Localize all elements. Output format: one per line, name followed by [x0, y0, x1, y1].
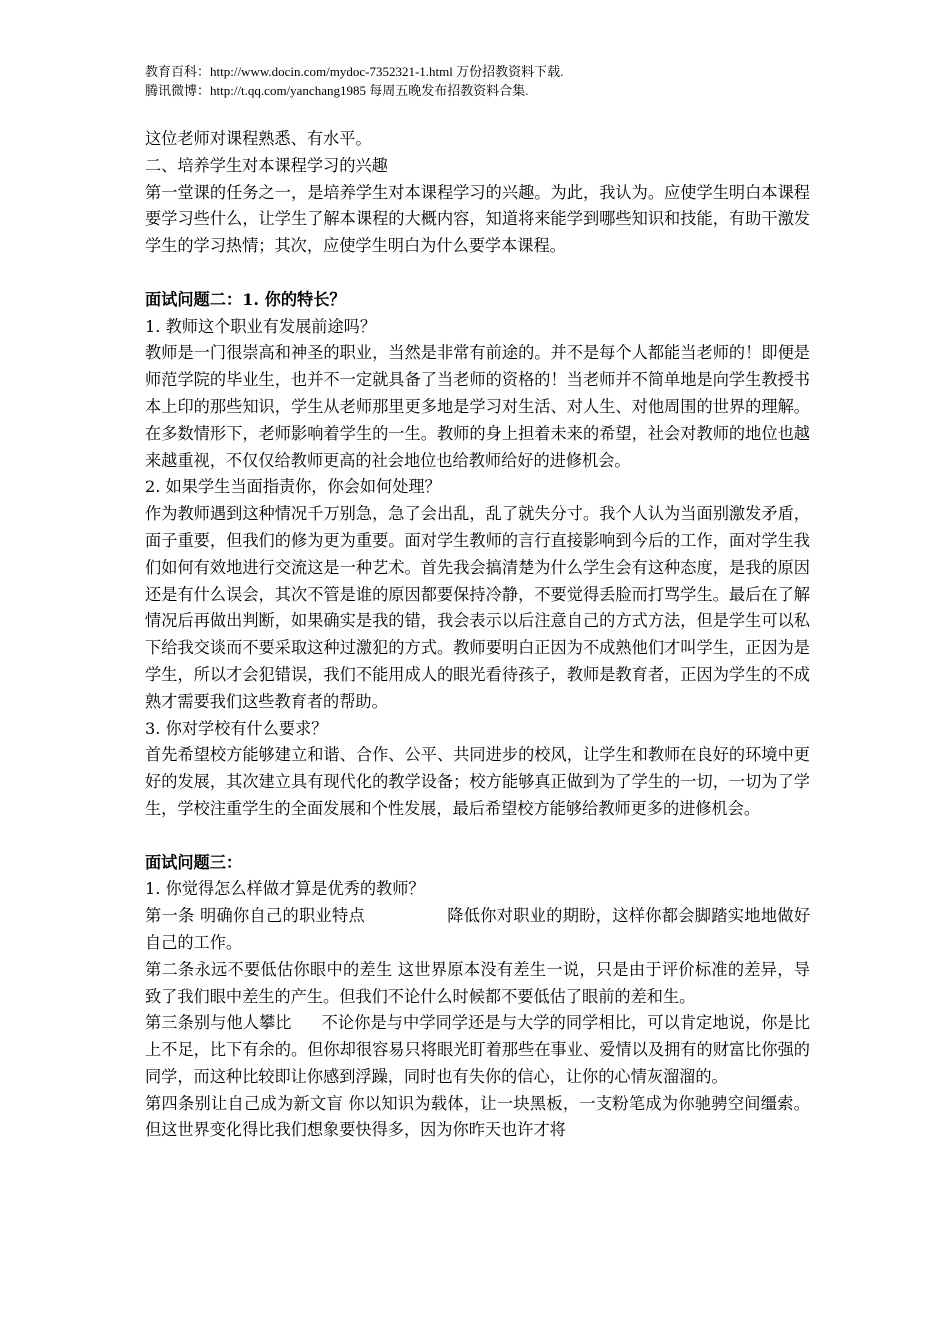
- document-body: [145, 126, 810, 1144]
- rule-title: 第一条 明确你自己的职业特点: [145, 906, 365, 926]
- interview-question-heading-3: 面试问题三：: [145, 852, 243, 872]
- question: 3. 你对学校有什么要求？: [145, 718, 328, 738]
- interview-question-heading-2: 面试问题二：1. 你的特长？: [145, 289, 346, 309]
- paragraph: 这位老师对课程熟悉、有水平。: [145, 129, 372, 148]
- rule-title: 第三条别与他人攀比: [145, 1013, 292, 1033]
- rule-item: [145, 903, 810, 957]
- answer: 作为教师遇到这种情况千万别急，急了会出乱，乱了就失分寸。我个人认为当面别激发矛盾，面子重要，但我们的修为更为重要。面对学生教师的言行直接影响到今后的工作，面对学生我们如何有效地进行交流这是一种艺术。首先我会搞清楚为什么学生会有这种态度，是我的原因还是有什么误会，其次不管是谁的原因都要保持冷静，不要觉得丢脸而打骂学生。最后在了解情况后再做出判断，如果确实是我的错，我会表示以后注意自己的方式方法，但是学生可以私下给我交谈而不要采取这种过激犯的方式。教师要明白正因为不成熟他们才叫学生，正因为是学生，所以才会犯错误，我们不能用成人的眼光看待孩子，教师是教育者，正因为学生的不成熟才需要我们这些教育者的帮助。: [145, 504, 810, 711]
- header-line-docin: 教育百科：http://www.docin.com/mydoc-7352321-1.html 万份招教资料下载.: [145, 64, 564, 79]
- header-line-weibo: 腾讯微博：http://t.qq.com/yanchang1985 每周五晚发布招教资料合集.: [145, 83, 529, 98]
- rule-item: [145, 1010, 810, 1090]
- rule-text: 不论你是与中学同学还是与大学的同学相比，可以肯定地说，你是比上不足，比下有余的。但你却很容易只将眼光盯着那些在事业、爱情以及拥有的财富比你强的同学，而这种比较即让你感到浮躁，同时也有失你的信心，让你的心情灰溜溜的。: [145, 1013, 811, 1086]
- question: 2. 如果学生当面指责你，你会如何处理？: [145, 477, 441, 497]
- answer: 首先希望校方能够建立和谐、合作、公平、共同进步的校风，让学生和教师在良好的环境中更好的发展，其次建立具有现代化的教学设备；校方能够真正做到为了学生的一切，一切为了学生，学校注重学生的全面发展和个性发展，最后希望校方能够给教师更多的进修机会。: [145, 745, 810, 818]
- document-header: [145, 62, 810, 100]
- document-page: [145, 62, 810, 1144]
- answer: 教师是一门很崇高和神圣的职业，当然是非常有前途的。并不是每个人都能当老师的！即便是师范学院的毕业生，也并不一定就具备了当老师的资格的！当老师并不简单地是向学生教授书本上印的那些知识，学生从老师那里更多地是学习对生活、对人生、对他周围的世界的理解。在多数情形下，老师影响着学生的一生。教师的身上担着未来的希望，社会对教师的地位也越来越重视，不仅仅给教师更高的社会地位也给教师给好的进修机会。: [145, 343, 810, 470]
- rule-item: 第四条别让自己成为新文盲 你以知识为载体，让一块黑板，一支粉笔成为你驰骋空间缰索。但这世界变化得比我们想象要快得多，因为你昨天也许才将: [145, 1093, 810, 1140]
- rule-text: 降低你对职业的期盼，这样你都会脚踏实地地做好自己的工作。: [145, 906, 811, 952]
- question: 1. 你觉得怎么样做才算是优秀的教师？: [145, 879, 425, 899]
- rule-item: 第二条永远不要低估你眼中的差生 这世界原本没有差生一说，只是由于评价标准的差异，导致了我们眼中差生的产生。但我们不论什么时候都不要低估了眼前的差和生。: [145, 959, 810, 1006]
- section-heading: 二、培养学生对本课程学习的兴趣: [145, 155, 388, 175]
- question: 1. 教师这个职业有发展前途吗？: [145, 316, 377, 336]
- paragraph: 第一堂课的任务之一，是培养学生对本课程学习的兴趣。为此，我认为。应使学生明白本课程要学习些什么，让学生了解本课程的大概内容，知道将来能学到哪些知识和技能，有助干激发学生的学习热情；其次，应使学生明白为什么要学本课程。: [145, 182, 810, 256]
